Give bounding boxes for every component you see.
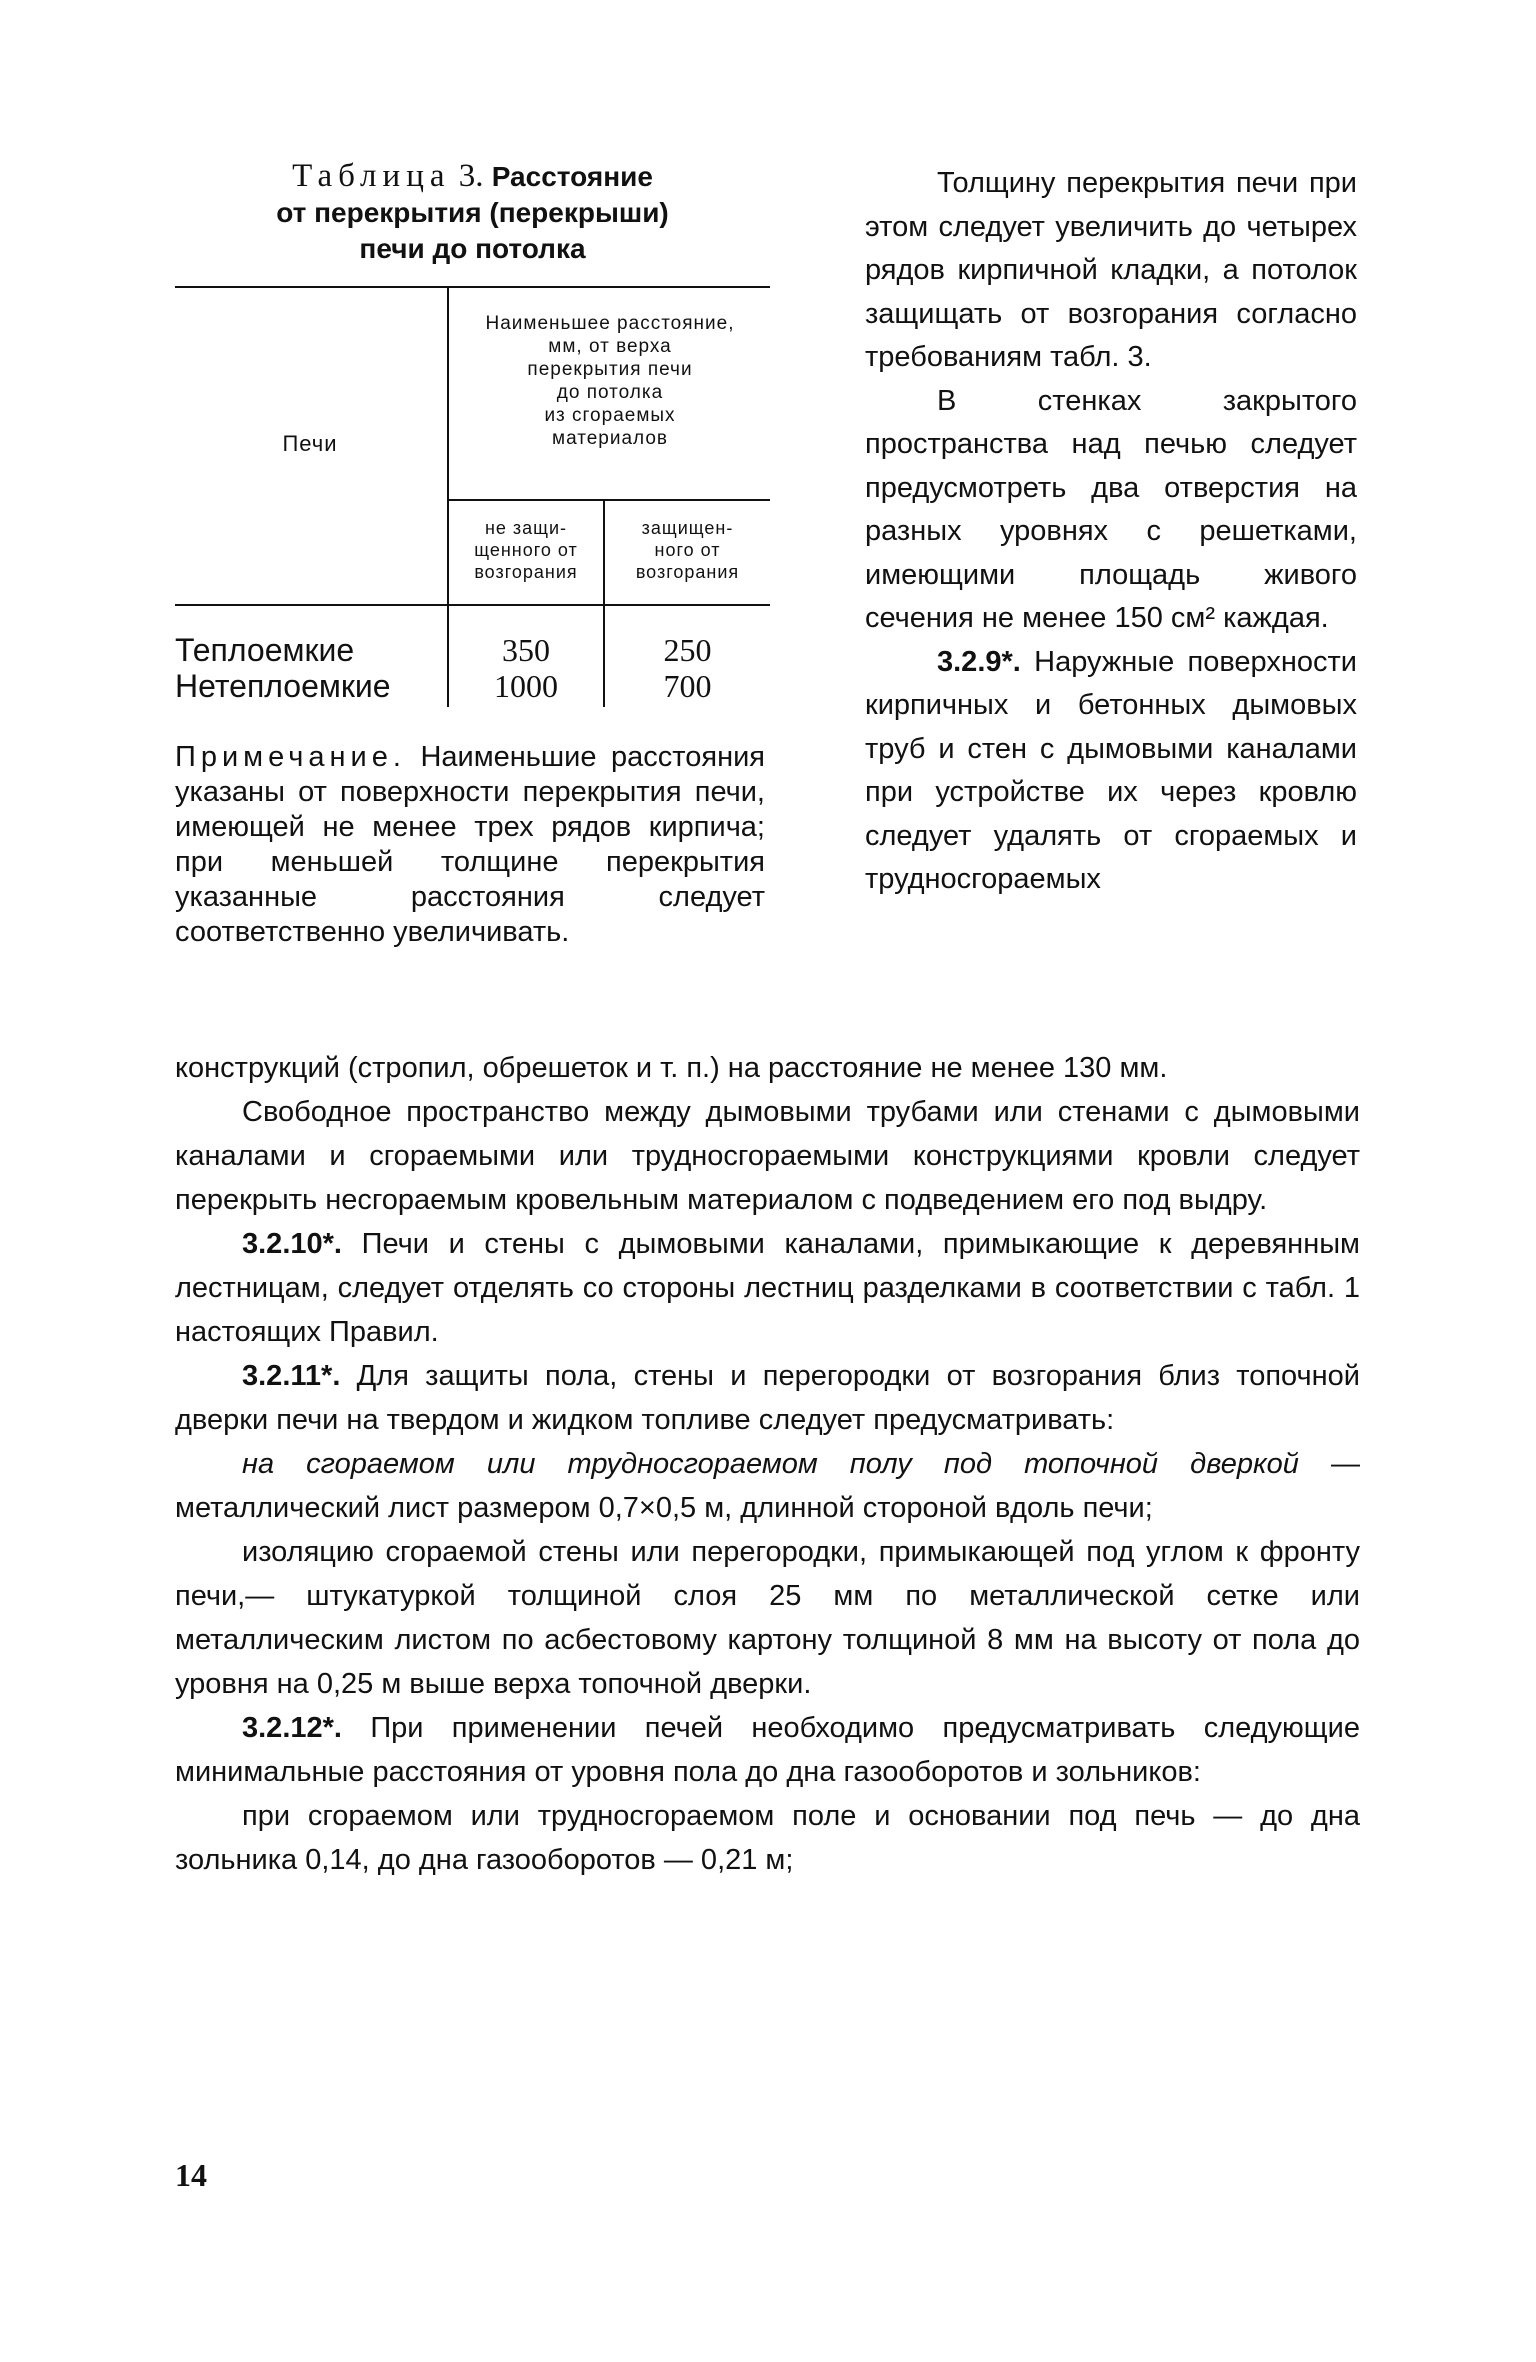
table-caption: [175, 158, 770, 267]
paragraph: Свободное пространство между дымовыми трубами или стенами с дымовыми каналами и сгораемыми или трудносгораемыми конструкциями кровли следует перекрыть несгораемым кровельным материалом с подведением его под выдру.: [175, 1096, 1360, 1216]
table-header-unprotected-line: возгорания: [474, 562, 578, 582]
table-mid-rule: [448, 499, 770, 501]
table-header-group-line: Наименьшее расстояние,: [485, 313, 735, 334]
table-header-protected-line: защищен-: [641, 518, 734, 538]
table-cell-unprotected: 1000: [494, 668, 558, 704]
table-header-group-line: перекрытия печи: [527, 359, 693, 380]
paragraph: [865, 641, 1357, 902]
page-number: 14: [175, 2157, 207, 2193]
table-caption-title-3: печи до потолка: [359, 233, 586, 264]
table-header-unprotected: [449, 517, 603, 583]
table-cell-protected: 700: [663, 668, 712, 704]
paragraph: [175, 1706, 1360, 1794]
note-text: Наименьшие расстояния указаны от поверхности перекрытия печи, имеющей не менее трех рядов кирпича; при меньшей толщине перекрытия указанные расстояния следует соответственно увеличивать.: [175, 741, 765, 948]
paragraph-text: — металлический лист размером 0,7×0,5 м, длинной стороной вдоль печи;: [175, 1448, 1361, 1524]
table-header-group-line: из сгораемых: [544, 405, 676, 426]
paragraph: [175, 1354, 1360, 1442]
table-header-protected: [605, 517, 770, 583]
table-top-rule: [175, 286, 770, 288]
table-header-protected-line: ного от: [654, 540, 721, 560]
table-row-stove: Нетеплоемкие: [175, 668, 391, 704]
table-header-stove: Печи: [282, 431, 338, 456]
paragraph: [175, 1222, 1360, 1354]
table-caption-title-1: Расстояние: [491, 161, 653, 192]
paragraph: Толщину перекрытия печи при этом следует увеличить до четырех рядов кирпичной кладки, а потолок защищать от возгорания согласно требованиям табл. 3.: [865, 167, 1357, 373]
clause-number: 3.2.9*.: [937, 645, 1021, 678]
paragraph: при сгораемом или трудносгораемом поле и основании под печь — до дна зольника 0,14, до дна газооборотов — 0,21 м;: [175, 1800, 1360, 1876]
table-header-unprotected-line: не защи-: [484, 518, 568, 538]
paragraph-text: Печи и стены с дымовыми каналами, примыкающие к деревянным лестницам, следует отделять со стороны лестниц разделками в соответствии с табл. 1 настоящих Правил.: [175, 1228, 1360, 1348]
table-header-group: [450, 312, 770, 450]
paragraph: В стенках закрытого пространства над печью следует предусмотреть два отверстия на разных уровнях с решетками, имеющими площадь живого сечения не менее 150 см² каждая.: [865, 384, 1357, 634]
note-label: Примечание.: [175, 741, 406, 773]
table-caption-label: Таблица: [292, 158, 451, 194]
paragraph-text: Для защиты пола, стены и перегородки от возгорания близ топочной дверки печи на твердом и жидком топливе следует предусматривать:: [175, 1360, 1360, 1436]
paragraph: изоляцию сгораемой стены или перегородки, примыкающей под углом к фронту печи,— штукатуркой толщиной слоя 25 мм по металлической сетке или металлическим листом по асбестовому картону толщиной 8 мм на высоту от пола до уровня на 0,25 м выше верха топочной дверки.: [175, 1536, 1360, 1700]
body-text: [175, 1046, 1360, 1882]
table-header-bottom-rule: [175, 604, 770, 606]
paragraph-italic: на сгораемом или трудносгораемом полу под топочной дверкой: [242, 1448, 1299, 1480]
table-header-group-line: до потолка: [556, 382, 664, 403]
table-note: [175, 740, 765, 950]
table-caption-title-2: от перекрытия (перекрыши): [276, 197, 669, 228]
table-cell-protected: 250: [663, 632, 712, 668]
table-caption-number: 3.: [458, 158, 484, 194]
table-header-unprotected-line: щенного от: [474, 540, 578, 560]
clause-number: 3.2.11*.: [242, 1360, 341, 1392]
clause-number: 3.2.12*.: [242, 1712, 342, 1744]
right-column: [865, 162, 1357, 902]
table-cell-unprotected: 350: [502, 632, 550, 668]
paragraph: [175, 1442, 1360, 1530]
table-row-stove: Теплоемкие: [175, 632, 355, 668]
paragraph-text: При применении печей необходимо предусматривать следующие минимальные расстояния от уровня пола до дна газооборотов и зольников:: [175, 1712, 1360, 1788]
paragraph-text: Наружные поверхности кирпичных и бетонных дымовых труб и стен с дымовыми каналами при устройстве их через кровлю следует удалять от сгораемых и трудносгораемых: [865, 645, 1357, 895]
table-header-protected-line: возгорания: [635, 562, 740, 582]
clause-number: 3.2.10*.: [242, 1228, 342, 1260]
paragraph: конструкций (стропил, обрешеток и т. п.) на расстояние не менее 130 мм.: [175, 1052, 1168, 1084]
table-header-group-line: мм, от верха: [548, 336, 672, 357]
table-header-group-line: материалов: [552, 428, 668, 449]
